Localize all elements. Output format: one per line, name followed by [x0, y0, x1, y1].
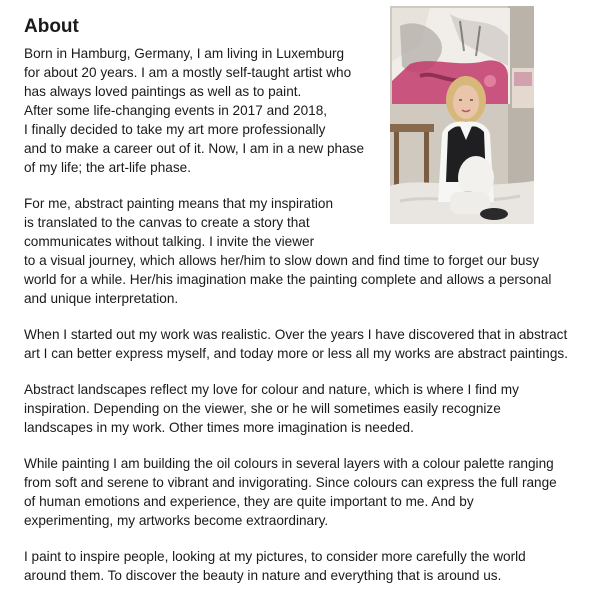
text-line: of my life; the art-life phase. [24, 160, 191, 175]
text-line: After some life-changing events in 2017 and 2018, [24, 103, 328, 118]
text-line: world for a while. Her/his imagination make the painting complete and allows a personal [24, 272, 552, 287]
text-line: experimenting, my artworks become extraordinary. [24, 513, 329, 528]
artist-photo [390, 6, 534, 224]
text-line: around them. To discover the beauty in nature and everything that is around us. [24, 568, 502, 583]
text-line: While painting I am building the oil colours in several layers with a colour palette ranging [24, 456, 554, 471]
text-line: Born in Hamburg, Germany, I am living in Luxemburg [24, 46, 345, 61]
text-line: I paint to inspire people, looking at my pictures, to consider more carefully the world [24, 549, 526, 564]
text-line: communicates without talking. I invite the viewer [24, 234, 315, 249]
text-line: to a visual journey, which allows her/him to slow down and find time to forget our busy [24, 253, 540, 268]
text-line: For me, abstract painting means that my inspiration [24, 196, 334, 211]
text-line: I finally decided to take my art more professionally [24, 122, 326, 137]
text-line: and unique interpretation. [24, 291, 179, 306]
text-line: from soft and serene to vibrant and invigorating. Since colours can express the full range [24, 475, 557, 490]
text-line: landscapes in my work. Other times more imagination is needed. [24, 420, 414, 435]
text-line: has always loved paintings as well as to paint. [24, 84, 302, 99]
text-line: and to make a career out of it. Now, I am in a new phase [24, 141, 365, 156]
text-line: When I started out my work was realistic. Over the years I have discovered that in abstract [24, 327, 568, 342]
text-line: is translated to the canvas to create a story that [24, 215, 310, 230]
text-line: Abstract landscapes reflect my love for colour and nature, which is where I find my [24, 382, 519, 397]
text-line: inspiration. Depending on the viewer, she or he will sometimes easily recognize [24, 401, 501, 416]
text-line: of human emotions and experience, they are quite important to me. And by [24, 494, 474, 509]
page-title: About [24, 16, 79, 37]
text-line: art I can better express myself, and today more or less all my works are abstract paintings. [24, 346, 568, 361]
text-line: for about 20 years. I am a mostly self-taught artist who [24, 65, 352, 80]
